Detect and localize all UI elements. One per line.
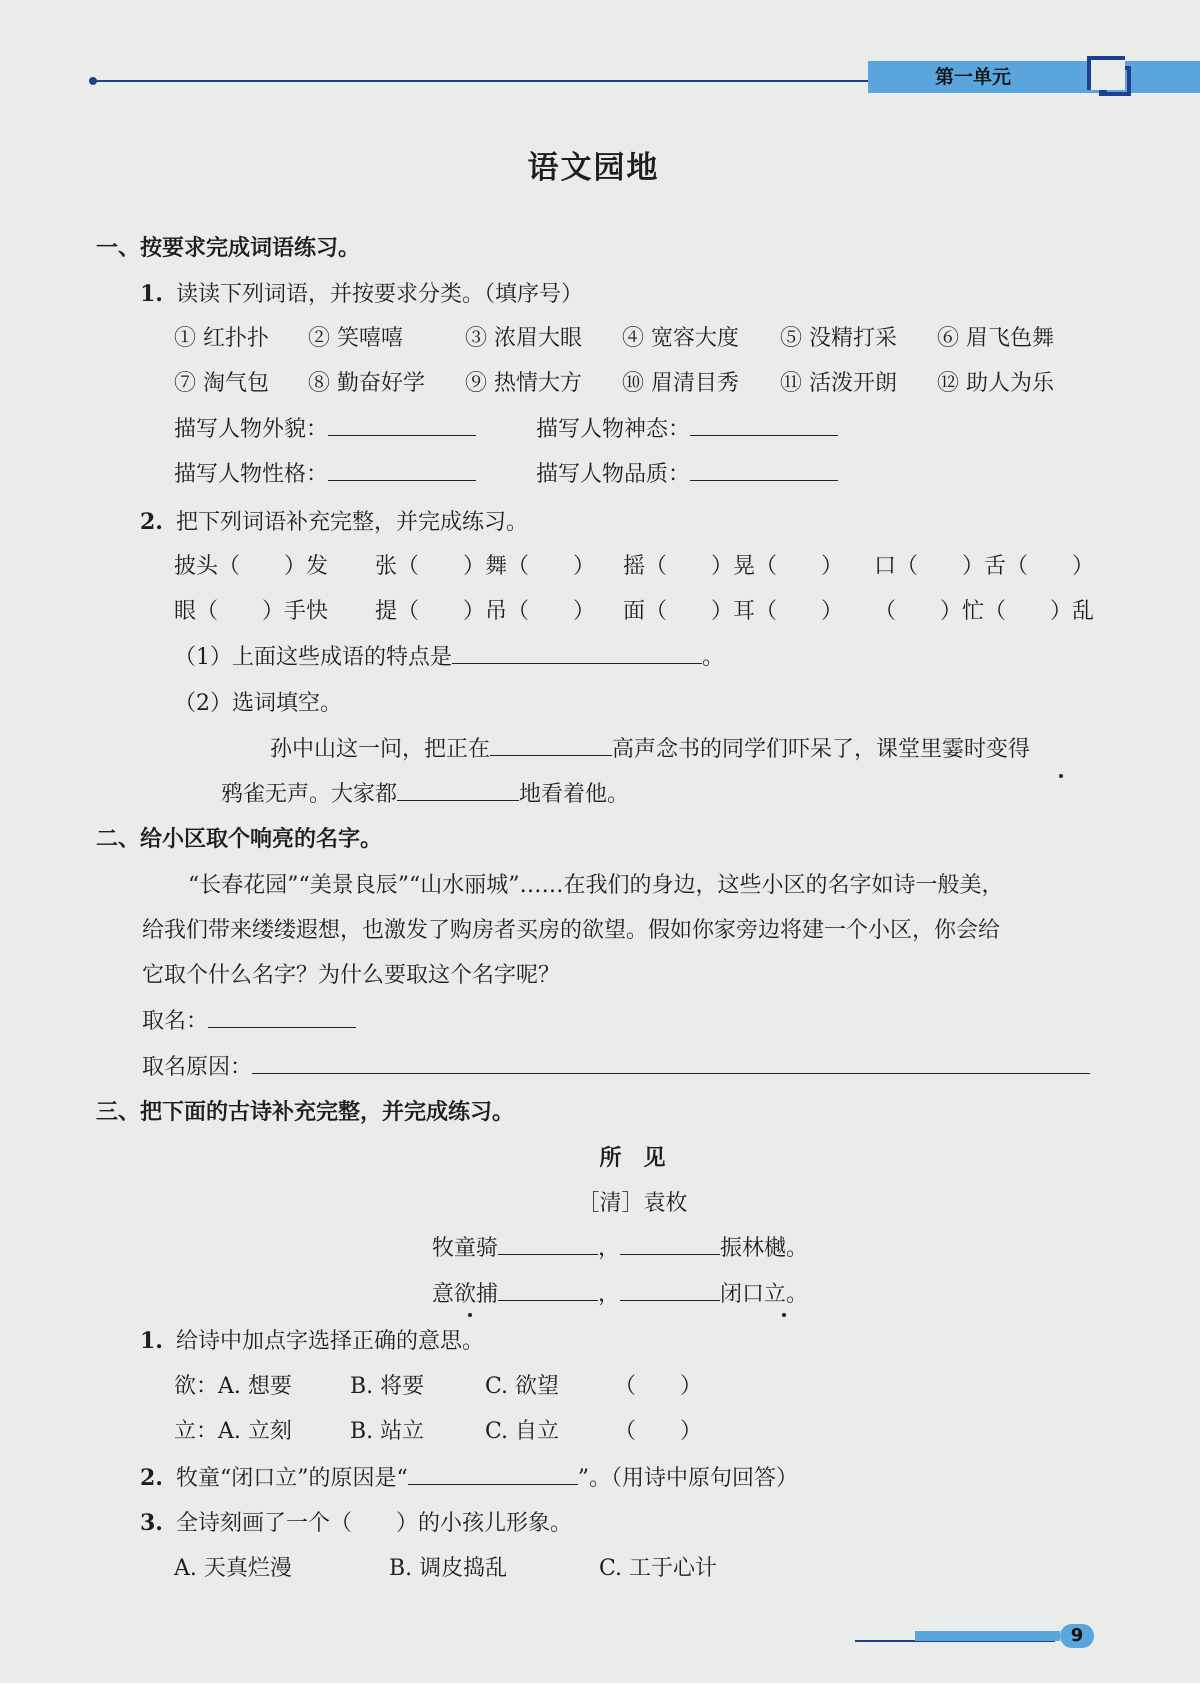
poem-blank-4[interactable]	[620, 1280, 720, 1301]
category-expression	[536, 415, 838, 445]
word-12: ⑫ 助人为乐	[937, 371, 1054, 396]
q3-1	[140, 1326, 484, 1357]
poem-line-2-post: 闭口立。	[720, 1282, 809, 1307]
poem-line-2-pre: 意欲捕	[432, 1282, 499, 1307]
poem-line-2-comma: ，	[598, 1282, 621, 1307]
yu-option-b[interactable]: B. 将要	[350, 1374, 425, 1399]
category-appearance	[174, 415, 476, 445]
li-option-c[interactable]: C. 自立	[485, 1419, 560, 1444]
emphasis-dot-yu	[468, 1313, 472, 1317]
q3-3-option-b[interactable]: B. 调皮捣乱	[389, 1556, 508, 1581]
word-8: ⑧ 勤奋好学	[308, 371, 425, 396]
section-2-heading: 二、给小区取个响亮的名字。	[96, 827, 383, 852]
q1-2-sub1-end: 。	[702, 645, 725, 670]
q3-3-option-c[interactable]: C. 工于心计	[599, 1556, 718, 1581]
poem-title: 所 见	[599, 1146, 666, 1171]
poem-line-1	[432, 1234, 808, 1264]
header-rule	[95, 80, 875, 82]
poem-line-1-pre: 牧童骑	[432, 1236, 499, 1261]
category-appearance-label: 描写人物外貌：	[174, 417, 329, 442]
idiom-7[interactable]: 面（ ）耳（ ）	[623, 599, 844, 624]
reason-field	[142, 1053, 1090, 1083]
header-rule-dot	[89, 77, 97, 85]
poem-line-1-comma: ，	[598, 1236, 621, 1261]
poem-line-2	[432, 1280, 808, 1310]
category-character-label: 描写人物品质：	[536, 462, 691, 487]
yu-option-c[interactable]: C. 欲望	[485, 1374, 560, 1399]
q3-1-number: 1.	[140, 1328, 163, 1354]
q1-2-sub1-blank[interactable]	[452, 643, 702, 664]
word-10: ⑩ 眉清目秀	[622, 371, 739, 396]
q3-3	[140, 1508, 572, 1539]
q1-1-number: 1.	[140, 281, 163, 307]
section-3-heading: 三、把下面的古诗补充完整，并完成练习。	[96, 1100, 515, 1125]
unit-corner-icon	[1087, 56, 1131, 94]
word-7: ⑦ 淘气包	[174, 371, 269, 396]
page-title: 语文园地	[527, 150, 660, 186]
unit-label: 第一单元	[934, 66, 1011, 88]
q3-1-text: 给诗中加点字选择正确的意思。	[175, 1329, 484, 1354]
fill-paragraph-line2	[221, 780, 629, 810]
footer-band	[915, 1631, 1060, 1641]
word-11: ⑪ 活泼开朗	[780, 371, 897, 396]
word-6: ⑥ 眉飞色舞	[937, 326, 1054, 351]
word-9: ⑨ 热情大方	[465, 371, 582, 396]
poem-line-1-post: 振林樾。	[720, 1236, 809, 1261]
word-3: ③ 浓眉大眼	[465, 326, 582, 351]
idiom-8[interactable]: （ ）忙（ ）乱	[874, 599, 1095, 624]
category-personality-label: 描写人物性格：	[174, 462, 329, 487]
fill-paragraph-2-post: 地看着他。	[519, 782, 630, 807]
q1-1	[140, 279, 583, 310]
idiom-3[interactable]: 摇（ ）晃（ ）	[623, 554, 844, 579]
idiom-1[interactable]: 披头（ ）发	[174, 554, 329, 579]
word-5: ⑤ 没精打采	[780, 326, 897, 351]
category-expression-blank[interactable]	[690, 415, 838, 436]
li-answer[interactable]: （ ）	[614, 1419, 703, 1444]
q1-2-sub1-text: （1）上面这些成语的特点是	[174, 645, 452, 670]
word-2: ② 笑嘻嘻	[308, 326, 403, 351]
q3-3-option-a[interactable]: A. 天真烂漫	[174, 1556, 292, 1581]
reason-label: 取名原因：	[142, 1055, 253, 1080]
section-1-heading: 一、按要求完成词语练习。	[96, 236, 361, 261]
fill-paragraph-line1	[270, 735, 1030, 765]
category-appearance-blank[interactable]	[328, 415, 476, 436]
q1-2	[140, 507, 528, 538]
poem-blank-3[interactable]	[498, 1280, 598, 1301]
s2-paragraph-3: 它取个什么名字？为什么要取这个名字呢？	[142, 963, 561, 988]
name-field	[142, 1007, 356, 1037]
page-number: 9	[1060, 1624, 1094, 1648]
emphasis-dot-li	[782, 1313, 786, 1317]
q1-2-text: 把下列词语补充完整，并完成练习。	[175, 510, 528, 535]
fill-blank-2[interactable]	[397, 780, 519, 801]
yu-option-a[interactable]: 欲：A. 想要	[174, 1374, 292, 1399]
idiom-2[interactable]: 张（ ）舞（ ）	[375, 554, 596, 579]
category-personality	[174, 460, 476, 490]
idiom-6[interactable]: 提（ ）吊（ ）	[375, 599, 596, 624]
yu-answer[interactable]: （ ）	[614, 1374, 703, 1399]
fill-paragraph-1-pre: 孙中山这一问，把正在	[270, 737, 491, 762]
fill-blank-1[interactable]	[490, 735, 612, 756]
q3-2-pre: 牧童“闭口立”的原因是“	[175, 1466, 408, 1491]
li-option-b[interactable]: B. 站立	[350, 1419, 425, 1444]
q3-2	[140, 1463, 798, 1494]
s2-paragraph-2: 给我们带来缕缕遐想，也激发了购房者买房的欲望。假如你家旁边将建一个小区，你会给	[142, 918, 1001, 943]
q3-3-number: 3.	[140, 1510, 163, 1536]
poem-blank-1[interactable]	[498, 1234, 598, 1255]
category-character-blank[interactable]	[690, 460, 838, 481]
q1-2-number: 2.	[140, 509, 163, 535]
category-character	[536, 460, 838, 490]
name-label: 取名：	[142, 1009, 209, 1034]
q1-2-sub2: （2）选词填空。	[174, 691, 342, 716]
reason-blank[interactable]	[252, 1053, 1090, 1074]
q3-2-blank[interactable]	[408, 1464, 578, 1485]
li-option-a[interactable]: 立：A. 立刻	[174, 1419, 292, 1444]
q1-1-text: 读读下列词语，并按要求分类。（填序号）	[175, 282, 583, 307]
name-blank[interactable]	[208, 1007, 356, 1028]
poem-author: ［清］袁枚	[577, 1191, 688, 1216]
q3-3-text: 全诗刻画了一个（ ）的小孩儿形象。	[175, 1511, 572, 1536]
category-personality-blank[interactable]	[328, 460, 476, 481]
word-1: ① 红扑扑	[174, 326, 269, 351]
q3-2-post: ”。（用诗中原句回答）	[577, 1466, 798, 1491]
q1-2-sub1	[174, 643, 724, 673]
idiom-4[interactable]: 口（ ）舌（ ）	[874, 554, 1095, 579]
fill-paragraph-1-post: 高声念书的同学们吓呆了，课堂里霎时变得	[612, 737, 1031, 762]
s2-paragraph-1: “长春花园”“美景良辰”“山水丽城”……在我们的身边，这些小区的名字如诗一般美，	[188, 873, 1004, 898]
category-expression-label: 描写人物神态：	[536, 417, 691, 442]
fill-paragraph-2-pre: 鸦雀无声。大家都	[221, 782, 398, 807]
poem-blank-2[interactable]	[620, 1234, 720, 1255]
emphasis-dot	[1059, 774, 1063, 778]
q3-2-number: 2.	[140, 1465, 163, 1491]
word-4: ④ 宽容大度	[622, 326, 739, 351]
idiom-5[interactable]: 眼（ ）手快	[174, 599, 329, 624]
